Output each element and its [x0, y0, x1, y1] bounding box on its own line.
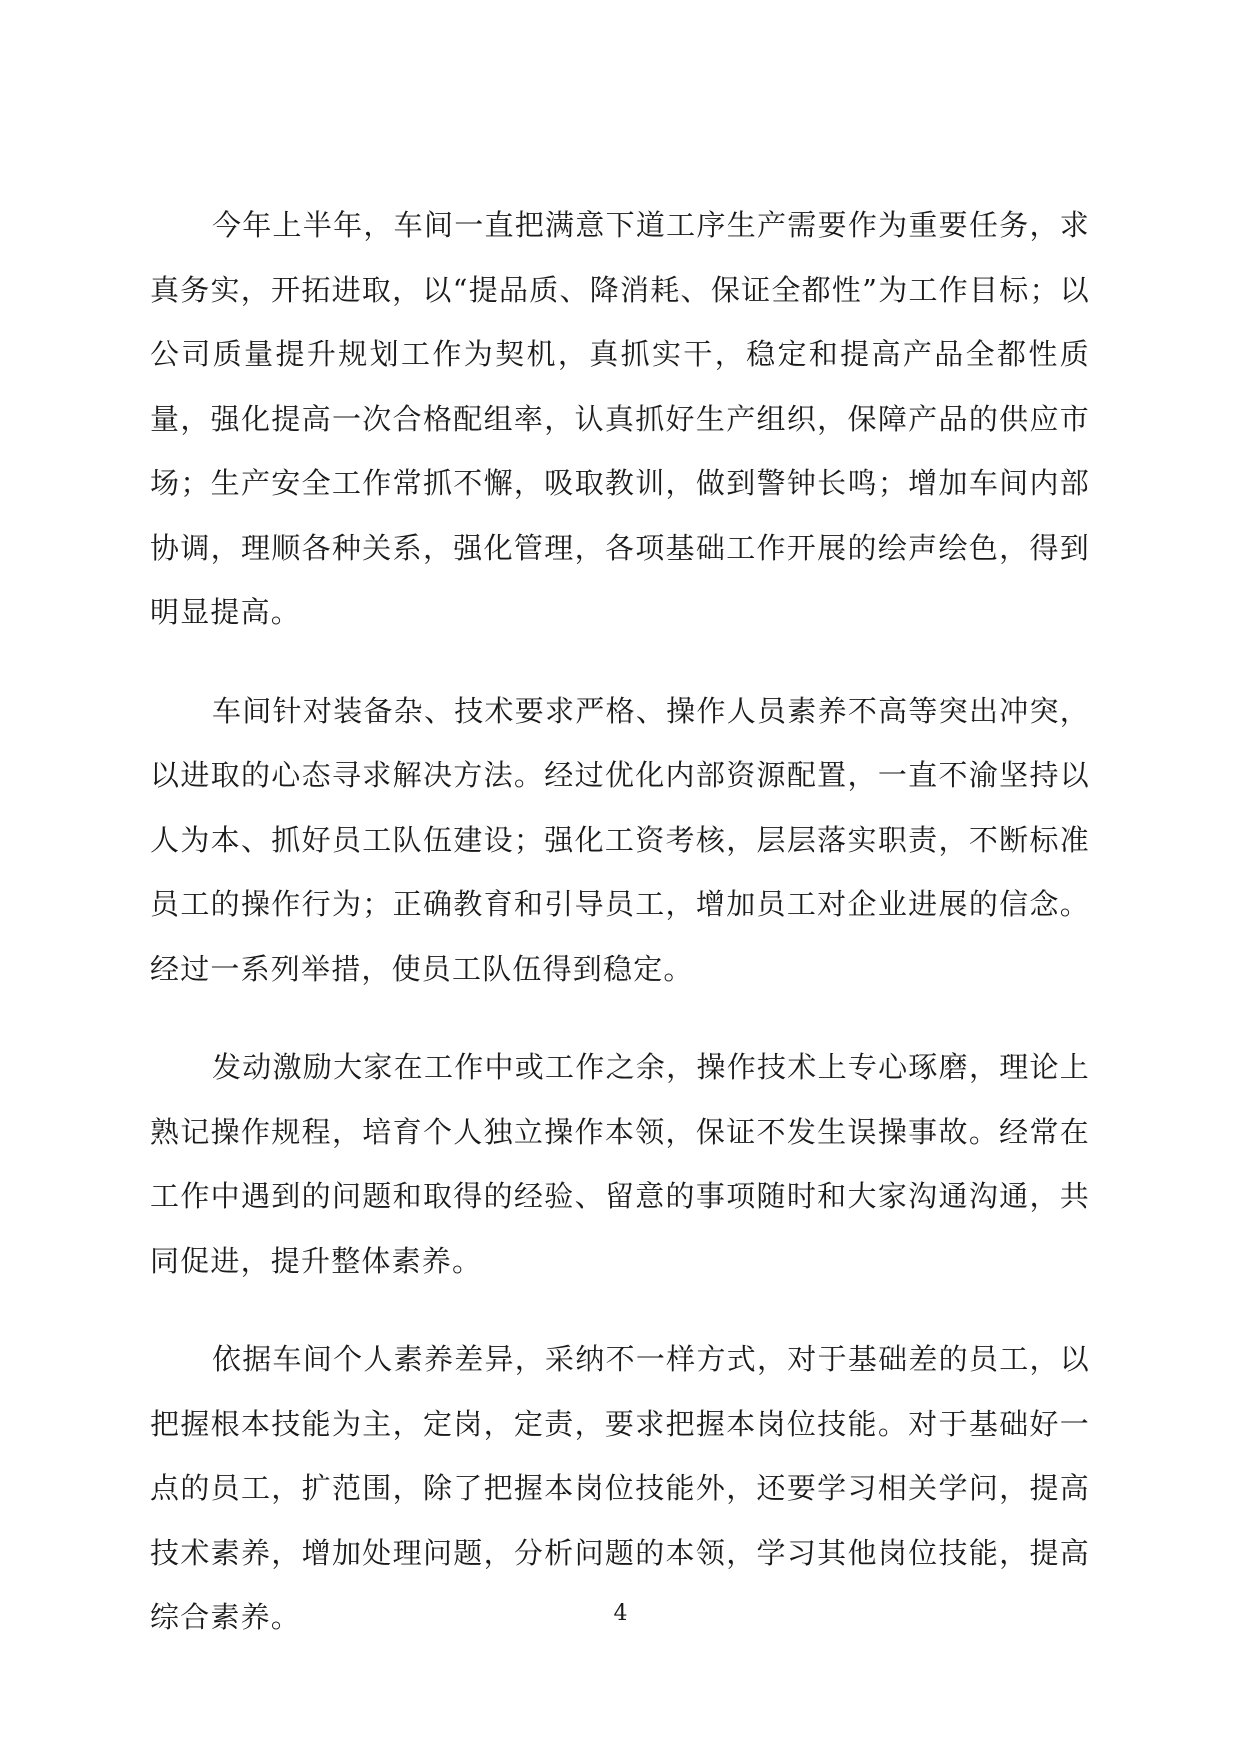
paragraph-3: 发动激励大家在工作中或工作之余，操作技术上专心琢磨，理论上熟记操作规程，培育个人独立操作本领，保证不发生误操事故。经常在工作中遇到的问题和取得的经验、留意的事项随时和大家沟通沟通，共同促进，提升整体素养。 [150, 1050, 1090, 1278]
document-body [150, 193, 1090, 1684]
paragraph-4: 依据车间个人素养差异，采纳不一样方式，对于基础差的员工，以把握根本技能为主，定岗，定责，要求把握本岗位技能。对于基础好一点的员工，扩范围，除了把握本岗位技能外，还要学习相关学问，提高技术素养，增加处理问题，分析问题的本领，学习其他岗位技能，提高综合素养。 [150, 1342, 1090, 1634]
paragraph-1: 今年上半年，车间一直把满意下道工序生产需要作为重要任务，求真务实，开拓进取，以“提品质、降消耗、保证全都性”为工作目标；以公司质量提升规划工作为契机，真抓实干，稳定和提高产品全都性质量，强化提高一次合格配组率，认真抓好生产组织，保障产品的供应市场；生产安全工作常抓不懈，吸取教训，做到警钟长鸣；增加车间内部协调，理顺各种关系，强化管理，各项基础工作开展的绘声绘色，得到明显提高。 [150, 208, 1090, 629]
paragraph-2: 车间针对装备杂、技术要求严格、操作人员素养不高等突出冲突，以进取的心态寻求解决方法。经过优化内部资源配置，一直不渝坚持以人为本、抓好员工队伍建设；强化工资考核，层层落实职责，不断标准员工的操作行为；正确教育和引导员工，增加员工对企业进展的信念。经过一系列举措，使员工队伍得到稳定。 [150, 693, 1090, 986]
page-number: 4 [613, 1601, 628, 1626]
